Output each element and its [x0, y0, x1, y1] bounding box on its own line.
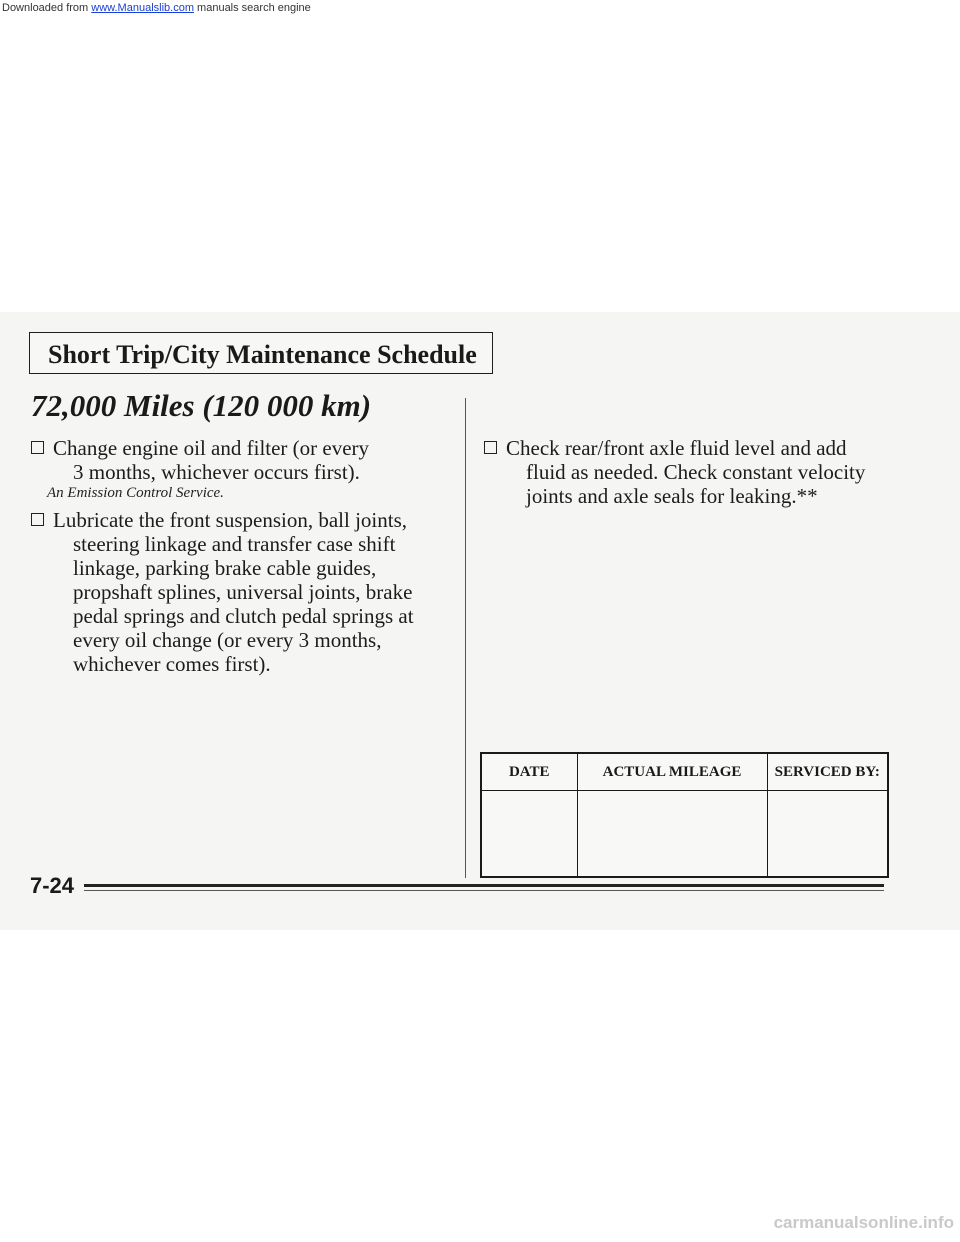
item-line: every oil change (or every 3 months, — [73, 628, 382, 652]
actual-mileage-cell[interactable] — [577, 791, 767, 878]
footer-rule-thin — [84, 890, 884, 891]
watermark: carmanualsonline.info — [773, 1213, 954, 1232]
item-line: fluid as needed. Check constant velocity — [526, 460, 866, 484]
checklist-item-text — [506, 436, 865, 508]
item-line: Change engine oil and filter (or every — [53, 436, 370, 460]
download-banner-prefix: Downloaded from — [2, 2, 89, 14]
checkbox-icon[interactable] — [31, 513, 44, 526]
manualslib-link[interactable]: www.Manualslib.com — [91, 2, 194, 14]
service-record-table — [480, 752, 889, 878]
page-title: Short Trip/City Maintenance Schedule — [48, 340, 477, 369]
emission-note: An Emission Control Service. — [47, 485, 224, 501]
checkbox-icon[interactable] — [31, 441, 44, 454]
checkbox-icon[interactable] — [484, 441, 497, 454]
page-number: 7-24 — [30, 873, 75, 898]
item-line: steering linkage and transfer case shift — [73, 532, 396, 556]
item-line: pedal springs and clutch pedal springs at — [73, 604, 414, 628]
download-banner-suffix: manuals search engine — [197, 2, 311, 14]
serviced-by-cell[interactable] — [767, 791, 888, 878]
item-line: Lubricate the front suspension, ball joints, — [53, 508, 408, 532]
checklist-item-text — [53, 436, 369, 484]
column-divider — [465, 398, 466, 878]
checklist-item-text — [53, 508, 414, 676]
table-header-row — [481, 753, 888, 791]
item-line: propshaft splines, universal joints, brake — [73, 580, 413, 604]
section-heading: 72,000 Miles (120 000 km) — [31, 388, 372, 423]
item-line: Check rear/front axle fluid level and add — [506, 436, 847, 460]
item-line: 3 months, whichever occurs first). — [73, 460, 360, 484]
footer-rule — [84, 884, 884, 887]
date-cell[interactable] — [481, 791, 577, 878]
item-line: linkage, parking brake cable guides, — [73, 556, 377, 580]
column-header-date: DATE — [481, 753, 577, 791]
column-header-actual-mileage: ACTUAL MILEAGE — [577, 753, 767, 791]
table-row — [481, 791, 888, 878]
item-line: joints and axle seals for leaking.** — [526, 484, 818, 508]
download-banner — [2, 2, 311, 15]
item-line: whichever comes first). — [73, 652, 271, 676]
column-header-serviced-by: SERVICED BY: — [767, 753, 888, 791]
